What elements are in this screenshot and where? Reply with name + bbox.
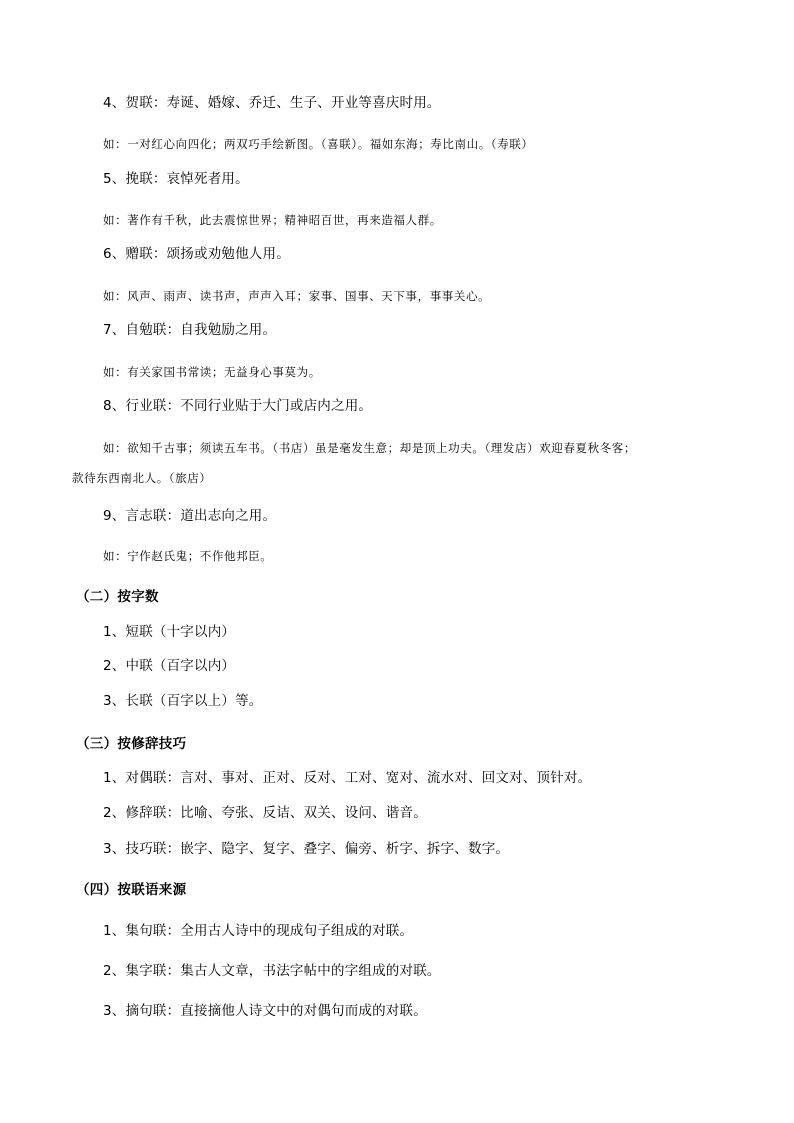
section-heading-by-rhetoric: （三）按修辞技巧 [76, 736, 187, 752]
section-heading-by-source: （四）按联语来源 [76, 882, 187, 898]
list-item-self-encouragement-couplet: 7、自勉联：自我勉励之用。 [103, 322, 277, 338]
list-item-medium-couplet: 2、中联（百字以内） [103, 658, 236, 674]
example-self-encouragement-couplet: 如：有关家国书常读；无益身心事莫为。 [103, 365, 321, 379]
section-heading-by-word-count: （二）按字数 [76, 589, 159, 605]
example-aspiration-couplet: 如：宁作赵氏鬼；不作他邦臣。 [103, 549, 273, 563]
list-item-parallel-couplet: 1、对偶联：言对、事对、正对、反对、工对、宽对、流水对、回文对、顶针对。 [103, 770, 592, 786]
example-congratulatory-couplet: 如：一对红心向四化；两双巧手绘新图。（喜联）。福如东海；寿比南山。（寿联） [103, 137, 534, 151]
list-item-elegiac-couplet: 5、挽联：哀悼死者用。 [103, 171, 249, 187]
list-item-congratulatory-couplet: 4、贺联：寿诞、婚嫁、乔迁、生子、开业等喜庆时用。 [103, 95, 441, 111]
list-item-excerpted-couplet: 3、摘句联：直接摘他人诗文中的对偶句而成的对联。 [103, 1003, 427, 1019]
list-item-technique-couplet: 3、技巧联：嵌字、隐字、复字、叠字、偏旁、析字、拆字、数字。 [103, 841, 510, 857]
list-item-trade-couplet: 8、行业联：不同行业贴于大门或店内之用。 [103, 398, 373, 414]
list-item-aspiration-couplet: 9、言志联：道出志向之用。 [103, 508, 277, 524]
list-item-collected-character-couplet: 2、集字联：集古人文章，书法字帖中的字组成的对联。 [103, 963, 441, 979]
list-item-long-couplet: 3、长联（百字以上）等。 [103, 693, 263, 709]
example-gift-couplet: 如：风声、雨声、读书声，声声入耳；家事、国事、天下事，事事关心。 [103, 289, 491, 303]
example-elegiac-couplet: 如：著作有千秋，此去震惊世界；精神昭百世，再来造福人群。 [103, 213, 442, 227]
list-item-collected-verse-couplet: 1、集句联：全用古人诗中的现成句子组成的对联。 [103, 923, 414, 939]
list-item-rhetoric-couplet: 2、修辞联：比喻、夸张、反诘、双关、设问、谐音。 [103, 805, 427, 821]
example-trade-couplet-line1: 如：欲知千古事；须读五车书。（书店）虽是毫发生意；却是顶上功夫。（理发店）欢迎春夏秋冬客； [103, 441, 636, 455]
list-item-short-couplet: 1、短联（十字以内） [103, 624, 236, 640]
example-trade-couplet-line2: 款待东西南北人。（旅店） [72, 471, 212, 485]
list-item-gift-couplet: 6、赠联：颂扬或劝勉他人用。 [103, 246, 290, 262]
